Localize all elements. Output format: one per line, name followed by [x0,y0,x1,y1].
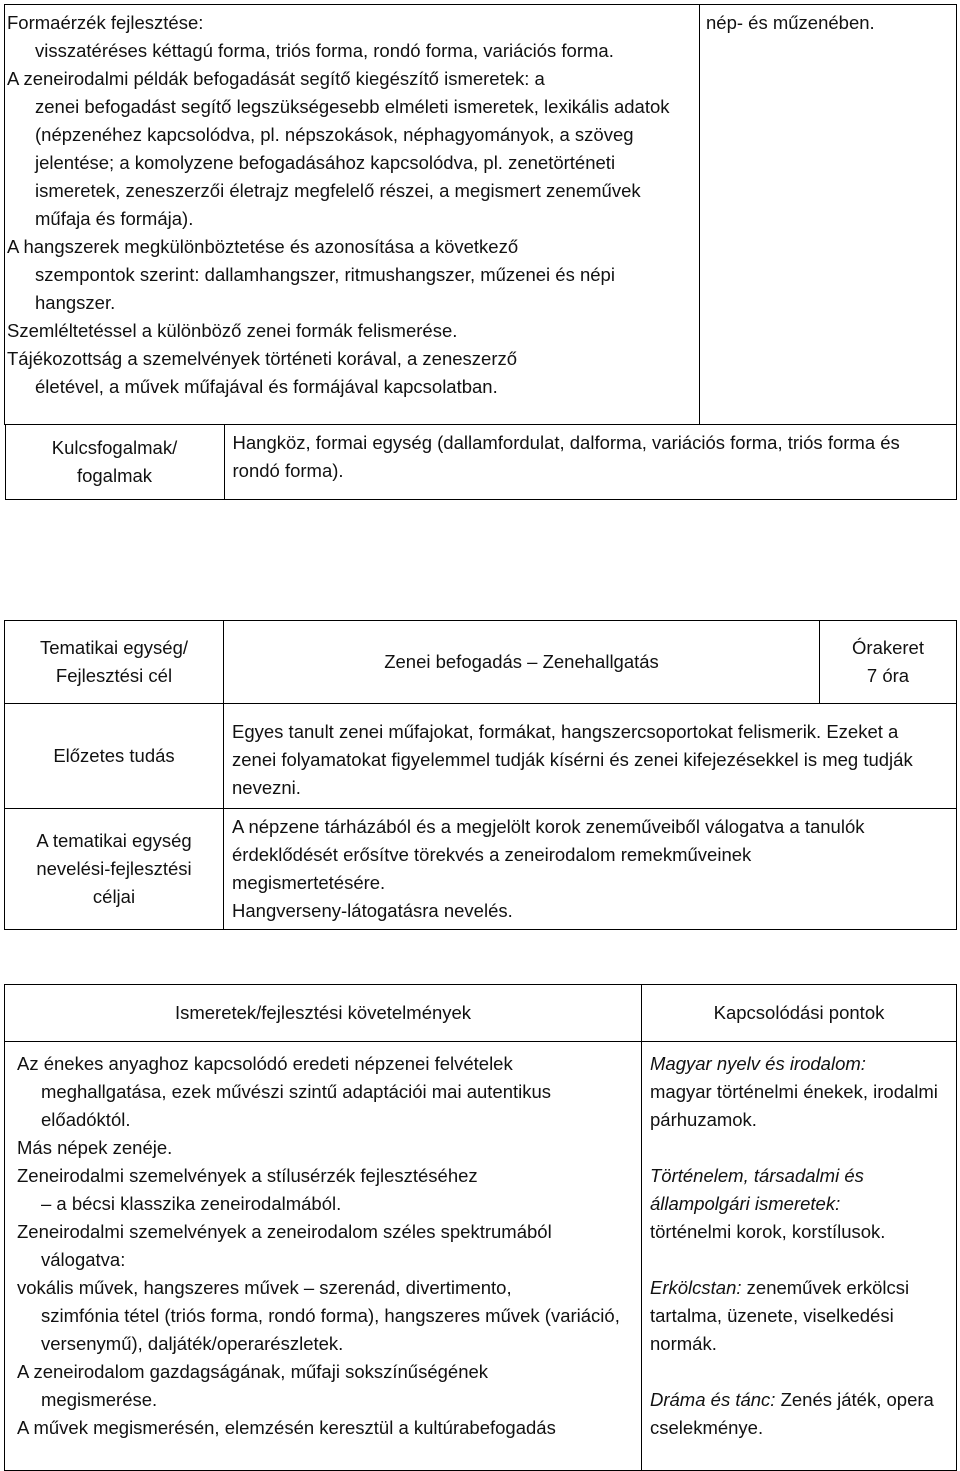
text-line: vokális művek, hangszeres művek – szerenád, divertimento, [17,1277,512,1298]
goals-value [224,809,957,930]
goals-text: A népzene tárházából és a megjelölt korok zeneműveiből válogatva a tanulók érdeklődését erősítve törekvés a zeneirodalom remekműveinek megismertetésére. [232,816,865,893]
connection-subject: Dráma és tánc: [650,1389,776,1410]
hours-value: 7 óra [866,665,910,686]
requirements-header: Ismeretek/fejlesztési követelmények [5,985,642,1042]
connection-text: magyar történelmi énekek, irodalmi párhuzamok. [650,1081,938,1130]
hours-label: Órakeret [852,637,924,658]
text-line: A zeneirodalmi példák befogadását segítő kiegészítő ismeretek: a [7,68,545,89]
goals-text: Hangverseny-látogatásra nevelés. [232,900,513,921]
form-sense-related: nép- és műzenében. [700,5,957,425]
connection-item [650,1050,952,1134]
text-line: A művek megismerésén, elemzésén keresztül a kultúrabefogadás [17,1417,556,1438]
requirements-content [5,1042,642,1471]
unit-label-line: Fejlesztési cél [55,665,173,686]
text-line: – a bécsi klasszika zeneirodalmából. [41,1193,342,1214]
connection-item [650,1162,952,1246]
text-line: zenei befogadást segítő legszükségesebb elméleti ismeretek, lexikális adatok (népzenéhez kapcsolódva, pl. népszokások, néphagyományok, a szöveg jelentése; a komolyzene befogadásához kapcsolódva, pl. zenetörténeti ismeretek, zeneszerzői életrajz megfelelő részei, a megismert zeneművek műfaja és formája). [35,96,670,229]
unit-label-line: Tematikai egység/ [39,637,189,658]
table-form-sense [4,4,957,500]
text-line: Zeneirodalmi szemelvények a zeneirodalom széles spektrumából [17,1221,552,1242]
connection-text: történelmi korok, korstílusok. [650,1221,886,1242]
prior-knowledge-value: Egyes tanult zenei műfajokat, formákat, hangszercsoportokat felismerik. Ezeket a zenei folyamatokat figyelemmel tudják kísérni és zenei kifejezésekkel is meg tudják nevezni. [224,704,957,809]
hours-cell [820,621,957,704]
connection-item [650,1386,952,1442]
text-line: Az énekes anyaghoz kapcsolódó eredeti népzenei felvételek [17,1053,513,1074]
connections-header: Kapcsolódási pontok [642,985,957,1042]
text-line: életével, a művek műfajával és formájával kapcsolatban. [35,376,498,397]
text-line: Formaérzék fejlesztése: [7,12,204,33]
text-line: válogatva: [41,1249,126,1270]
connection-item [650,1274,952,1358]
table-requirements [4,984,957,1471]
text-line: A zeneirodalom gazdagságának, műfaji sokszínűségének [17,1361,489,1382]
unit-label [5,621,224,704]
goals-label-line: A tematikai egység [36,830,192,851]
key-concepts-row [5,425,957,500]
connection-text: zeneművek erkölcsi tartalma, üzenete, viselkedési normák. [650,1277,910,1354]
prior-knowledge-label: Előzetes tudás [5,704,224,809]
text-line: szimfónia tétel (triós forma, rondó forma), hangszeres művek (variáció, versenymű), daljáték/operarészletek. [41,1305,620,1354]
connection-text: Zenés játék, opera cselekménye. [650,1389,934,1438]
key-label-line: fogalmak [76,465,153,486]
goals-label [5,809,224,930]
connection-subject: Történelem, társadalmi és [650,1165,864,1186]
goals-label-line: céljai [92,886,136,907]
connections-content [642,1042,957,1471]
text-line: A hangszerek megkülönböztetése és azonosítása a következő [7,236,519,257]
text-line: meghallgatása, ezek művészi szintű adaptációi mai autentikus előadóktól. [41,1081,552,1130]
text-line: Tájékozottság a szemelvények történeti korával, a zeneszerző [7,348,518,369]
text-line: szempontok szerint: dallamhangszer, ritmushangszer, műzenei és népi hangszer. [35,264,615,313]
table-unit [4,620,957,930]
text-line: Szemléltetéssel a különböző zenei formák felismerése. [7,320,458,341]
form-sense-content [5,5,700,425]
connection-subject: állampolgári ismeretek: [650,1193,841,1214]
key-concepts-value: Hangköz, formai egység (dallamfordulat, dalforma, variációs forma, triós forma és rondó forma). [224,425,956,500]
text-line: visszatéréses kéttagú forma, triós forma, rondó forma, variációs forma. [35,40,614,61]
text-line: Zeneirodalmi szemelvények a stílusérzék fejlesztéséhez [17,1165,478,1186]
goals-label-line: nevelési-fejlesztési [36,858,192,879]
connection-subject: Magyar nyelv és irodalom: [650,1053,866,1074]
text-line: megismerése. [41,1389,158,1410]
text-line: Más népek zenéje. [17,1137,173,1158]
connection-subject: Erkölcstan: [650,1277,742,1298]
key-concepts-label [5,425,224,500]
unit-title: Zenei befogadás – Zenehallgatás [224,621,820,704]
key-label-line: Kulcsfogalmak/ [51,437,178,458]
